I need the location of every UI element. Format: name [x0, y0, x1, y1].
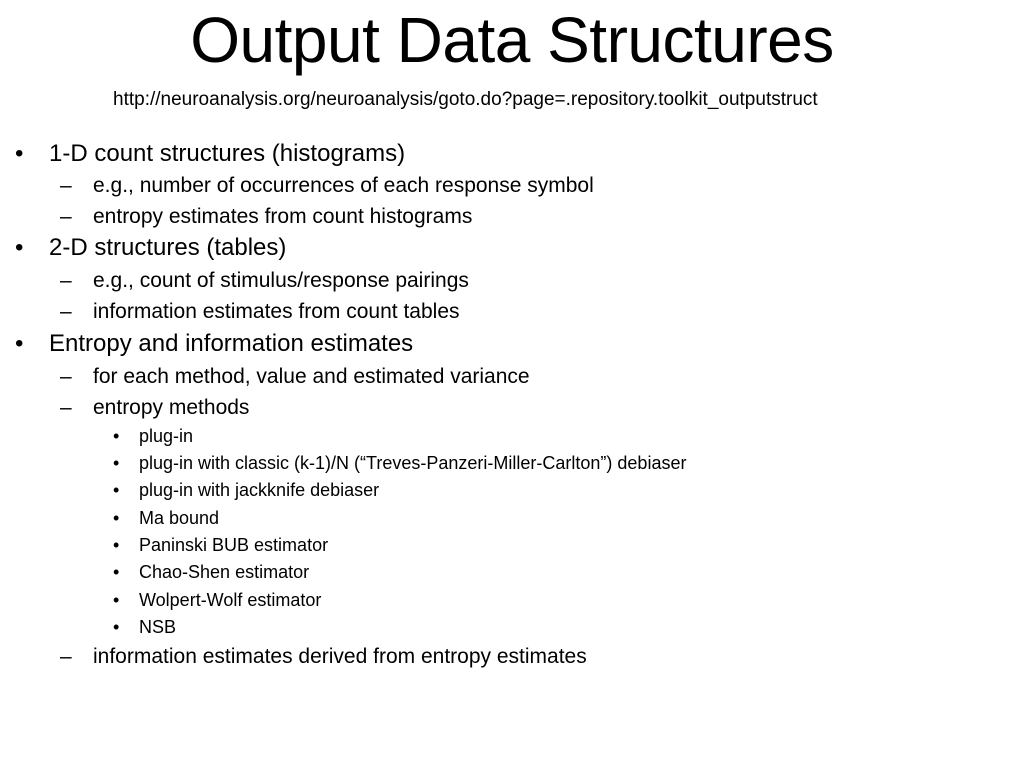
bullet-icon: •: [113, 480, 120, 500]
list-item-text: Ma bound: [139, 508, 220, 528]
list-item-text: e.g., number of occurrences of each response symbol: [93, 174, 594, 197]
bullet-icon: •: [113, 453, 120, 473]
dash-icon: –: [60, 300, 72, 323]
dash-icon: –: [60, 365, 72, 388]
list-item-text: entropy estimates from count histograms: [93, 205, 473, 228]
bullet-icon: •: [113, 426, 120, 446]
list-item-text: information estimates derived from entropy estimates: [93, 645, 587, 668]
bullet-icon: •: [15, 234, 24, 261]
list-item-text: plug-in: [139, 426, 194, 446]
dash-icon: –: [60, 269, 72, 292]
list-item-text: 1-D count structures (histograms): [49, 140, 406, 167]
dash-icon: –: [60, 396, 72, 419]
list-item-text: e.g., count of stimulus/response pairings: [93, 269, 469, 292]
dash-icon: –: [60, 205, 72, 228]
bullet-icon: •: [113, 562, 120, 582]
dash-icon: –: [60, 174, 72, 197]
dash-icon: –: [60, 645, 72, 668]
list-item-text: information estimates from count tables: [93, 300, 460, 323]
bullet-icon: •: [113, 508, 120, 528]
bullet-icon: •: [113, 535, 120, 555]
list-item-text: NSB: [139, 617, 177, 637]
list-item-text: for each method, value and estimated variance: [93, 365, 530, 388]
bullet-icon: •: [15, 140, 24, 167]
list-item-text: Entropy and information estimates: [49, 330, 414, 357]
bullet-icon: •: [15, 330, 24, 357]
slide-title: Output Data Structures: [190, 4, 834, 76]
list-item-text: Chao-Shen estimator: [139, 562, 310, 582]
source-url: http://neuroanalysis.org/neuroanalysis/goto.do?page=.repository.toolkit_outputstruct: [113, 89, 818, 110]
list-item-text: Paninski BUB estimator: [139, 535, 329, 555]
list-item-text: 2-D structures (tables): [49, 234, 287, 261]
bullet-icon: •: [113, 590, 120, 610]
list-item-text: plug-in with classic (k-1)/N (“Treves-Panzeri-Miller-Carlton”) debiaser: [139, 453, 687, 473]
list-item-text: plug-in with jackknife debiaser: [139, 480, 380, 500]
list-item-text: entropy methods: [93, 396, 250, 419]
bullet-icon: •: [113, 617, 120, 637]
list-item-text: Wolpert-Wolf estimator: [139, 590, 322, 610]
